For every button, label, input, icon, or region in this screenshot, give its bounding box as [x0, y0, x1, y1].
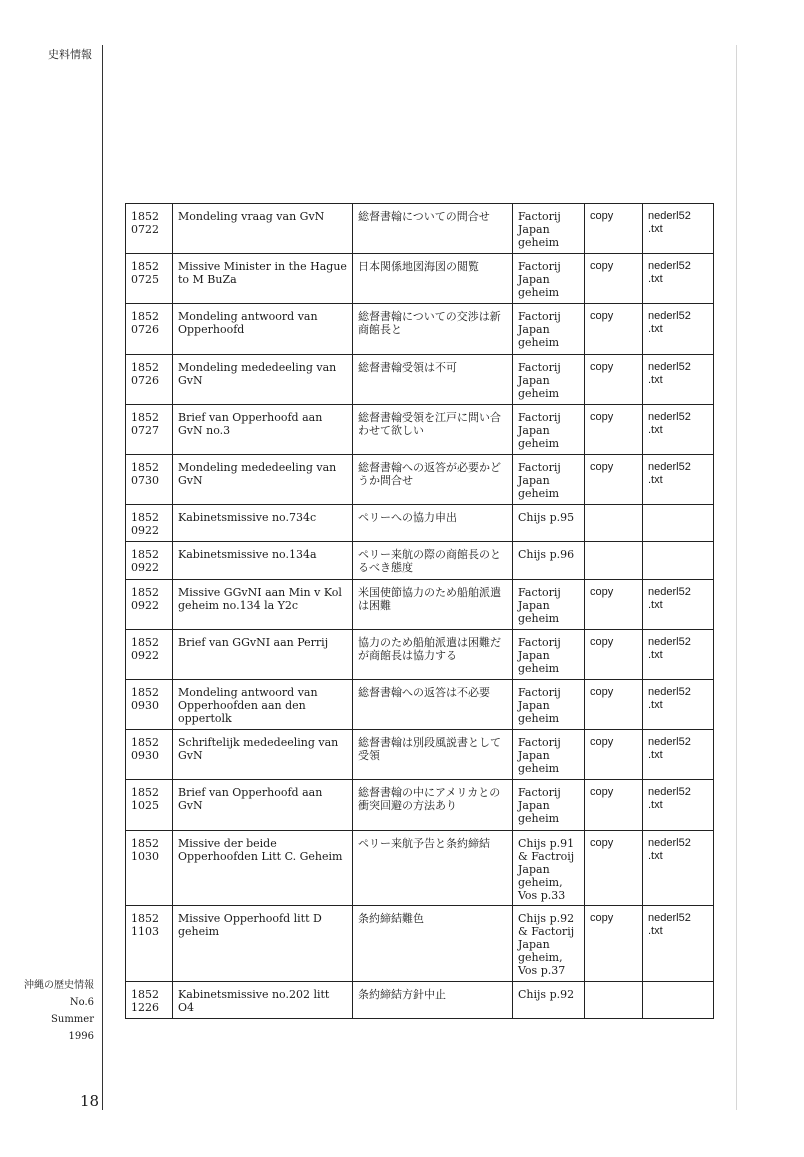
- record-file: nederl52 .txt: [643, 405, 714, 455]
- record-title: Missive GGvNI aan Min v Kol geheim no.134 la Y2c: [173, 580, 353, 630]
- record-summary: 総督書翰についての問合せ: [353, 204, 513, 254]
- record-source: Chijs p.92 & Factorij Japan geheim, Vos p.37: [513, 906, 585, 982]
- record-source: Chijs p.96: [513, 542, 585, 580]
- record-title: Schriftelijk mededeeling van GvN: [173, 730, 353, 780]
- record-title: Mondeling mededeeling van GvN: [173, 355, 353, 405]
- table-row: [126, 680, 714, 730]
- record-file: nederl52 .txt: [643, 680, 714, 730]
- record-copy-flag: copy: [585, 304, 643, 355]
- record-summary: 条約締結方針中止: [353, 982, 513, 1019]
- record-title: Missive der beide Opperhoofden Litt C. Geheim: [173, 831, 353, 906]
- record-source: Chijs p.91 & Factroij Japan geheim, Vos p.33: [513, 831, 585, 906]
- record-summary: 総督書翰への返答は不必要: [353, 680, 513, 730]
- record-copy-flag: copy: [585, 204, 643, 254]
- record-title: Missive Opperhoofd litt D geheim: [173, 906, 353, 982]
- record-source: Factorij Japan geheim: [513, 580, 585, 630]
- record-copy-flag: copy: [585, 630, 643, 680]
- record-date: 1852 0725: [126, 254, 173, 304]
- table-row: [126, 831, 714, 906]
- table-row: [126, 542, 714, 580]
- record-source: Factorij Japan geheim: [513, 680, 585, 730]
- record-date: 1852 0930: [126, 680, 173, 730]
- record-file: nederl52 .txt: [643, 204, 714, 254]
- record-date: 1852 1025: [126, 780, 173, 831]
- record-summary: ペリー来航の際の商館長のとるべき態度: [353, 542, 513, 580]
- record-title: Kabinetsmissive no.134a: [173, 542, 353, 580]
- record-summary: 日本関係地図海図の閲覧: [353, 254, 513, 304]
- journal-season: Summer: [51, 1014, 94, 1025]
- table-row: [126, 204, 714, 254]
- record-date: 1852 1030: [126, 831, 173, 906]
- record-file: [643, 542, 714, 580]
- record-file: [643, 505, 714, 542]
- record-file: nederl52 .txt: [643, 780, 714, 831]
- record-summary: 条約締結難色: [353, 906, 513, 982]
- record-title: Mondeling antwoord van Opperhoofden aan den oppertolk: [173, 680, 353, 730]
- record-file: nederl52 .txt: [643, 254, 714, 304]
- table-row: [126, 630, 714, 680]
- record-summary: 総督書翰の中にアメリカとの衝突回避の方法あり: [353, 780, 513, 831]
- record-file: nederl52 .txt: [643, 730, 714, 780]
- record-summary: ペリーへの協力申出: [353, 505, 513, 542]
- record-date: 1852 0726: [126, 355, 173, 405]
- record-title: Mondeling vraag van GvN: [173, 204, 353, 254]
- record-copy-flag: copy: [585, 730, 643, 780]
- journal-year: 1996: [68, 1031, 94, 1042]
- table-row: [126, 455, 714, 505]
- record-source: Factorij Japan geheim: [513, 405, 585, 455]
- record-file: [643, 982, 714, 1019]
- record-copy-flag: copy: [585, 254, 643, 304]
- table-row: [126, 405, 714, 455]
- section-label: 史料情報: [48, 48, 92, 61]
- record-date: 1852 0922: [126, 542, 173, 580]
- record-date: 1852 0722: [126, 204, 173, 254]
- record-source: Factorij Japan geheim: [513, 204, 585, 254]
- record-source: Chijs p.92: [513, 982, 585, 1019]
- left-margin-rule: [102, 45, 103, 1110]
- record-date: 1852 0922: [126, 630, 173, 680]
- record-copy-flag: [585, 982, 643, 1019]
- record-title: Mondeling antwoord van Opperhoofd: [173, 304, 353, 355]
- record-date: 1852 0922: [126, 505, 173, 542]
- record-date: 1852 0727: [126, 405, 173, 455]
- table-row: [126, 254, 714, 304]
- record-date: 1852 1103: [126, 906, 173, 982]
- table-row: [126, 906, 714, 982]
- table-row: [126, 304, 714, 355]
- table-row: [126, 780, 714, 831]
- record-summary: 米国使節協力のため船舶派遣は困難: [353, 580, 513, 630]
- record-date: 1852 0726: [126, 304, 173, 355]
- record-copy-flag: copy: [585, 780, 643, 831]
- record-title: Kabinetsmissive no.734c: [173, 505, 353, 542]
- record-title: Mondeling mededeeling van GvN: [173, 455, 353, 505]
- journal-title: 沖縄の歴史情報: [24, 980, 94, 991]
- record-copy-flag: copy: [585, 831, 643, 906]
- record-copy-flag: copy: [585, 405, 643, 455]
- record-title: Brief van Opperhoofd aan GvN no.3: [173, 405, 353, 455]
- record-copy-flag: copy: [585, 455, 643, 505]
- record-copy-flag: copy: [585, 906, 643, 982]
- journal-info: [24, 977, 94, 1045]
- record-file: nederl52 .txt: [643, 831, 714, 906]
- record-date: 1852 0930: [126, 730, 173, 780]
- record-title: Brief van Opperhoofd aan GvN: [173, 780, 353, 831]
- record-file: nederl52 .txt: [643, 580, 714, 630]
- record-copy-flag: [585, 505, 643, 542]
- record-copy-flag: copy: [585, 580, 643, 630]
- journal-issue: No.6: [69, 997, 94, 1008]
- table-row: [126, 982, 714, 1019]
- record-source: Factorij Japan geheim: [513, 630, 585, 680]
- record-date: 1852 0730: [126, 455, 173, 505]
- record-summary: 総督書翰受領を江戸に問い合わせて欲しい: [353, 405, 513, 455]
- record-summary: 協力のため船舶派遣は困難だが商館長は協力する: [353, 630, 513, 680]
- record-copy-flag: copy: [585, 680, 643, 730]
- record-copy-flag: [585, 542, 643, 580]
- record-summary: 総督書翰は別段風説書として受領: [353, 730, 513, 780]
- record-file: nederl52 .txt: [643, 355, 714, 405]
- record-source: Factorij Japan geheim: [513, 355, 585, 405]
- record-summary: 総督書翰についての交渉は新商館長と: [353, 304, 513, 355]
- record-date: 1852 0922: [126, 580, 173, 630]
- record-source: Chijs p.95: [513, 505, 585, 542]
- page-number: 18: [80, 1092, 100, 1110]
- record-source: Factorij Japan geheim: [513, 780, 585, 831]
- table-row: [126, 730, 714, 780]
- record-source: Factorij Japan geheim: [513, 254, 585, 304]
- table-row: [126, 505, 714, 542]
- record-source: Factorij Japan geheim: [513, 455, 585, 505]
- record-copy-flag: copy: [585, 355, 643, 405]
- table-row: [126, 580, 714, 630]
- record-file: nederl52 .txt: [643, 630, 714, 680]
- record-summary: 総督書翰受領は不可: [353, 355, 513, 405]
- record-title: Missive Minister in the Hague to M BuZa: [173, 254, 353, 304]
- record-source: Factorij Japan geheim: [513, 304, 585, 355]
- record-source: Factorij Japan geheim: [513, 730, 585, 780]
- table-row: [126, 355, 714, 405]
- records-table: [125, 203, 714, 1019]
- record-summary: 総督書翰への返答が必要かどうか問合せ: [353, 455, 513, 505]
- right-margin-rule: [736, 45, 737, 1110]
- record-date: 1852 1226: [126, 982, 173, 1019]
- record-title: Brief van GGvNI aan Perrij: [173, 630, 353, 680]
- record-file: nederl52 .txt: [643, 906, 714, 982]
- record-file: nederl52 .txt: [643, 455, 714, 505]
- record-summary: ペリー来航予告と条約締結: [353, 831, 513, 906]
- record-file: nederl52 .txt: [643, 304, 714, 355]
- record-title: Kabinetsmissive no.202 litt O4: [173, 982, 353, 1019]
